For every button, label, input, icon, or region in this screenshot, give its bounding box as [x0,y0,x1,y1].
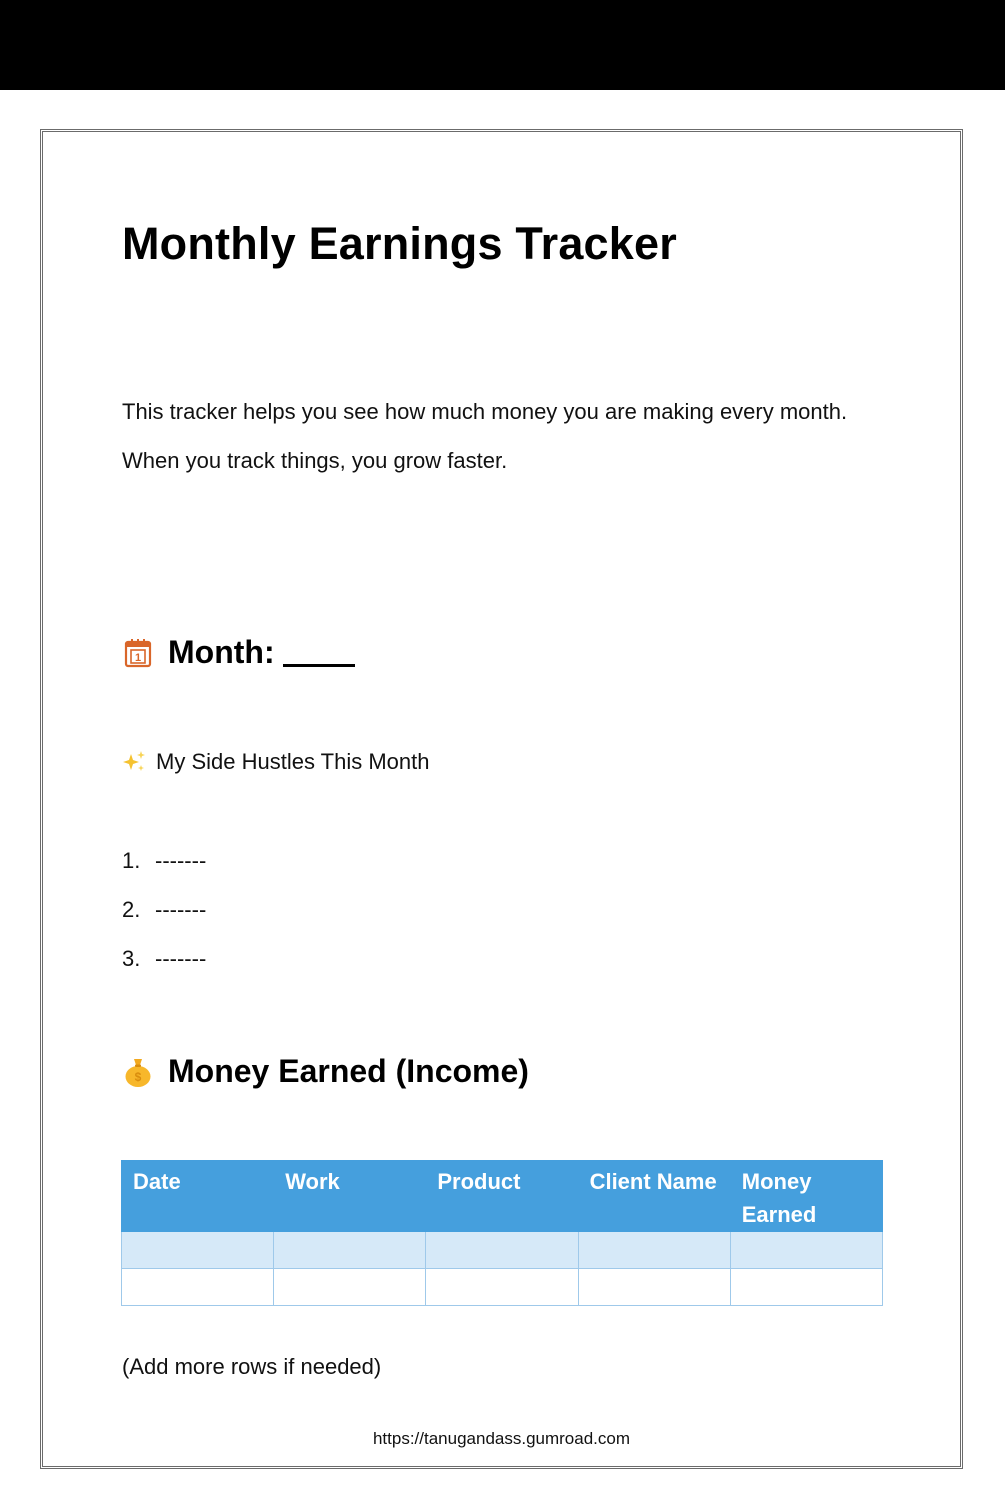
list-item-text: ------- [155,897,207,922]
list-item [122,946,206,995]
list-item [122,848,206,897]
list-item-number: 1. [122,848,141,873]
table-cell[interactable] [730,1269,882,1306]
calendar-icon [122,637,154,669]
list-item-text: ------- [155,946,207,971]
list-item [122,897,206,946]
table-cell[interactable] [122,1232,274,1269]
column-header-date: Date [122,1161,274,1232]
table-row [122,1232,883,1269]
income-table [121,1160,883,1306]
table-row [122,1269,883,1306]
svg-text:$: $ [134,1069,142,1084]
month-label: Month: [168,634,275,670]
column-header-money-earned: Money Earned [730,1161,882,1232]
top-black-bar [0,0,1005,90]
column-header-product: Product [426,1161,578,1232]
page-title: Monthly Earnings Tracker [122,218,677,269]
money-bag-icon [122,1056,154,1088]
list-item-text: ------- [155,848,207,873]
table-cell[interactable] [578,1232,730,1269]
month-blank-line [283,638,355,667]
sparkles-icon [122,749,148,775]
table-cell[interactable] [274,1269,426,1306]
table-cell[interactable] [274,1232,426,1269]
intro-paragraph: When you track things, you grow faster. [122,448,508,473]
month-heading [122,634,355,671]
list-item-number: 2. [122,897,141,922]
table-cell[interactable] [578,1269,730,1306]
column-header-client-name: Client Name [578,1161,730,1232]
side-hustles-list [122,848,206,995]
list-item-number: 3. [122,946,141,971]
income-heading [122,1053,529,1090]
intro-text [122,394,882,478]
table-cell[interactable] [426,1269,578,1306]
intro-paragraph: This tracker helps you see how much money you are making every month. [122,399,848,424]
table-cell[interactable] [426,1232,578,1269]
svg-text:1: 1 [134,651,142,664]
document-page [40,129,963,1469]
side-hustles-heading [122,749,429,775]
footer-url: https://tanugandass.gumroad.com [372,1429,631,1448]
add-rows-note: (Add more rows if needed) [122,1354,382,1379]
column-header-work: Work [274,1161,426,1232]
side-hustles-label: My Side Hustles This Month [156,749,430,774]
table-cell[interactable] [730,1232,882,1269]
income-label: Money Earned (Income) [168,1053,529,1089]
table-header-row [122,1161,883,1232]
table-cell[interactable] [122,1269,274,1306]
